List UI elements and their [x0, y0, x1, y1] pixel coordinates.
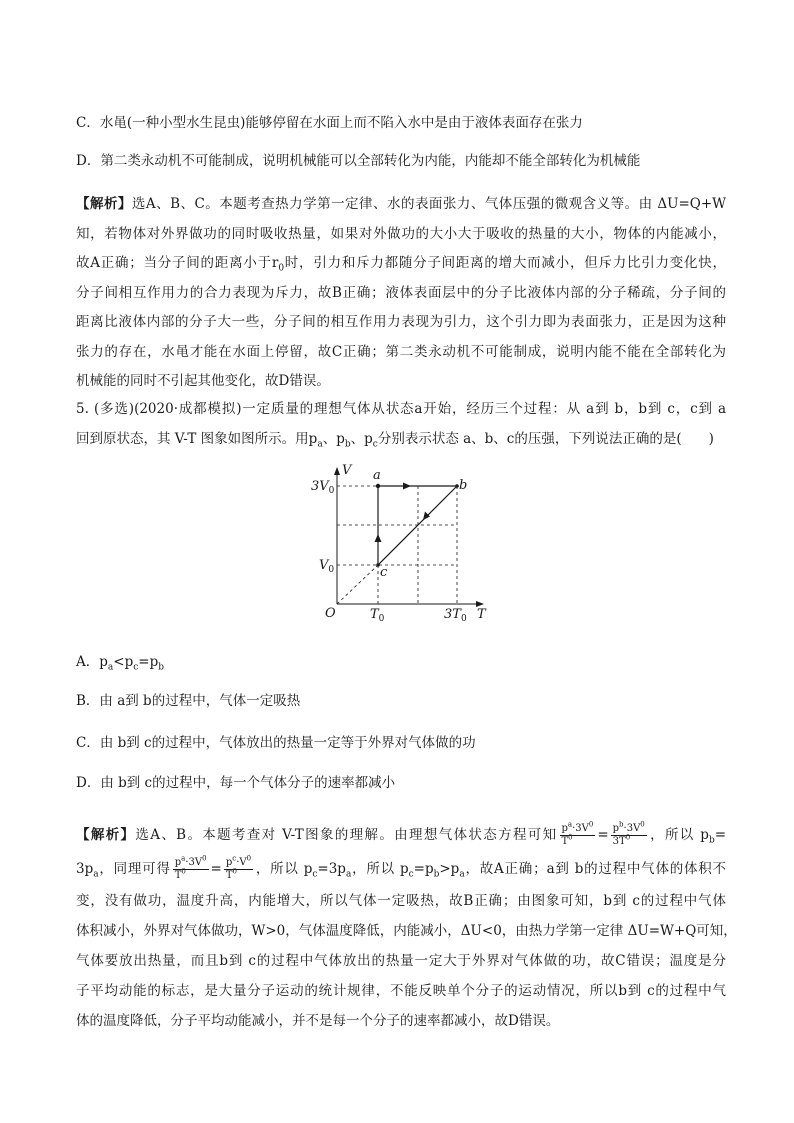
- fraction: $\frac{p^a\cdot 3V^0}{T^0}$: [174, 854, 207, 881]
- tick-t0: $T_0$: [370, 607, 385, 624]
- question5-row: 5. (多选)(2020·成都模拟)一定质量的理想气体从状态a开始，经历三个过程：从 a到 b，b到 c，c到 a: [76, 401, 726, 417]
- arrow-a-to-b-icon: [403, 483, 411, 490]
- analysis1-row: 张力的存在，水黾才能在水面上停留，故C正确；第二类永动机不可能制成，说明内能不能在全部转化为: [76, 343, 726, 360]
- point-c-label: c: [380, 565, 388, 580]
- option-b: B．由 a到 b的过程中，气体一定吸热: [76, 693, 301, 709]
- tick-3v0: $3V_0$: [311, 479, 335, 496]
- origin-label: O: [325, 606, 336, 621]
- analysis-tag: 【解析】: [76, 827, 136, 843]
- analysis2-row: 气体要放出热量，而且b到 c的过程中气体放出的热量一定大于外界对气体做的功，故C错误；温度是分: [76, 953, 726, 969]
- analysis-block-1: [76, 190, 726, 397]
- process-b-to-c: [378, 486, 457, 565]
- tick-3t0: $3T_0$: [444, 607, 467, 624]
- fraction: $\frac{p^b\cdot 3V^0}{3T^0}$: [612, 820, 645, 847]
- option-a: A．$p_a<p_c=p_b$: [76, 654, 165, 673]
- analysis2-row: 体的温度降低，分子平均动能减小，并不是每一个分子的速率都减小，故D错误。: [76, 1013, 560, 1029]
- option-c-upper: C．水黾(一种小型水生昆虫)能够停留在水面上而不陷入水中是由于液体表面存在张力: [76, 115, 583, 131]
- fraction: $\frac{p^a\cdot 3V^0}{T^0}$: [561, 820, 594, 847]
- analysis1-row: 距离比液体内部的分子大一些，分子间的相互作用力表现为引力，这个引力即为表面张力，正是因为这种: [76, 314, 726, 330]
- axis-t-label: T: [477, 607, 486, 622]
- vt-graph: [305, 462, 495, 624]
- analysis2-row: 变，没有做功，温度升高，内能增大，所以气体一定吸热，故B正确；由图象可知，b到 c的过程中气体: [76, 893, 726, 909]
- analysis1-row: 故A正确；当分子间的距离小于$r_0$时，引力和斥力都随分子间距离的增大而减小，但斥力比引力变化快，: [76, 255, 727, 274]
- analysis2-row: 【解析】选A、B。本题考查对 V-T图象的理解。由理想气体状态方程可知 $\frac{p^a\cdot 3V^0}{T^0}$ = $\frac{p^b\cdot 3V^0}{3T^0}$ ，所以 $p_b=$: [76, 820, 727, 847]
- arrow-c-to-a-icon: [375, 534, 382, 542]
- option-c: C．由 b到 c的过程中，气体放出的热量一定等于外界对气体做的功: [76, 735, 476, 751]
- point-a-marker: [376, 484, 380, 488]
- analysis2-row: 体积减小，外界对气体做功，W>0，气体温度降低，内能减小，ΔU<0，由热力学第一定律 ΔU=W+Q可知，: [76, 923, 737, 939]
- analysis1-row: 知，若物体对外界做功的同时吸收热量，如果对外做功的大小大于吸收的热量的大小，物体的内能减小，: [76, 225, 726, 242]
- axis-v-label: V: [342, 463, 352, 478]
- tick-v0: $V_0$: [319, 558, 335, 575]
- option-d-upper: D．第二类永动机不可能制成，说明机械能可以全部转化为内能，内能却不能全部转化为机械能: [76, 153, 641, 169]
- fraction: $\frac{p^c\cdot V^0}{T^0}$: [225, 854, 252, 881]
- arrow-b-to-c-icon: [423, 512, 430, 521]
- analysis1-row: 【解析】选A、B、C。本题考查热力学第一定律、水的表面张力、气体压强的微观含义等。由 ΔU=Q+W: [76, 196, 727, 212]
- point-b-label: b: [459, 478, 468, 493]
- question-5: [76, 395, 726, 454]
- analysis2-row: 子平均动能的标志，是大量分子运动的统计规律，不能反映单个分子的运动情况，所以b到 c的过程中气: [76, 983, 726, 999]
- option-d: D．由 b到 c的过程中，每一个气体分子的速率都减小: [76, 775, 396, 791]
- analysis-block-2: [76, 818, 737, 1036]
- analysis1-row: 机械能的同时不引起其他变化，故D错误。: [76, 373, 330, 389]
- analysis2-row: $3p_a$，同理可得 $\frac{p^a\cdot 3V^0}{T^0}$ = $\frac{p^c\cdot V^0}{T^0}$ ，所以 $p_c=3p_a$，所以 $p_c=p_b>p_a$，故A正确；a到 b的过程中气体的体积不: [76, 854, 727, 881]
- point-a-label: a: [373, 468, 381, 483]
- analysis1-row: 分子间相互作用力的合力表现为斥力，故B正确；液体表面层中的分子比液体内部的分子稀疏，分子间的: [76, 284, 726, 301]
- question5-row: 回到原状态，其 V-T 图象如图所示。用$p_a$、$p_b$、$p_c$分别表示状态 a、b、c的压强，下列说法正确的是( ): [76, 430, 714, 450]
- analysis-tag: 【解析】: [76, 196, 132, 212]
